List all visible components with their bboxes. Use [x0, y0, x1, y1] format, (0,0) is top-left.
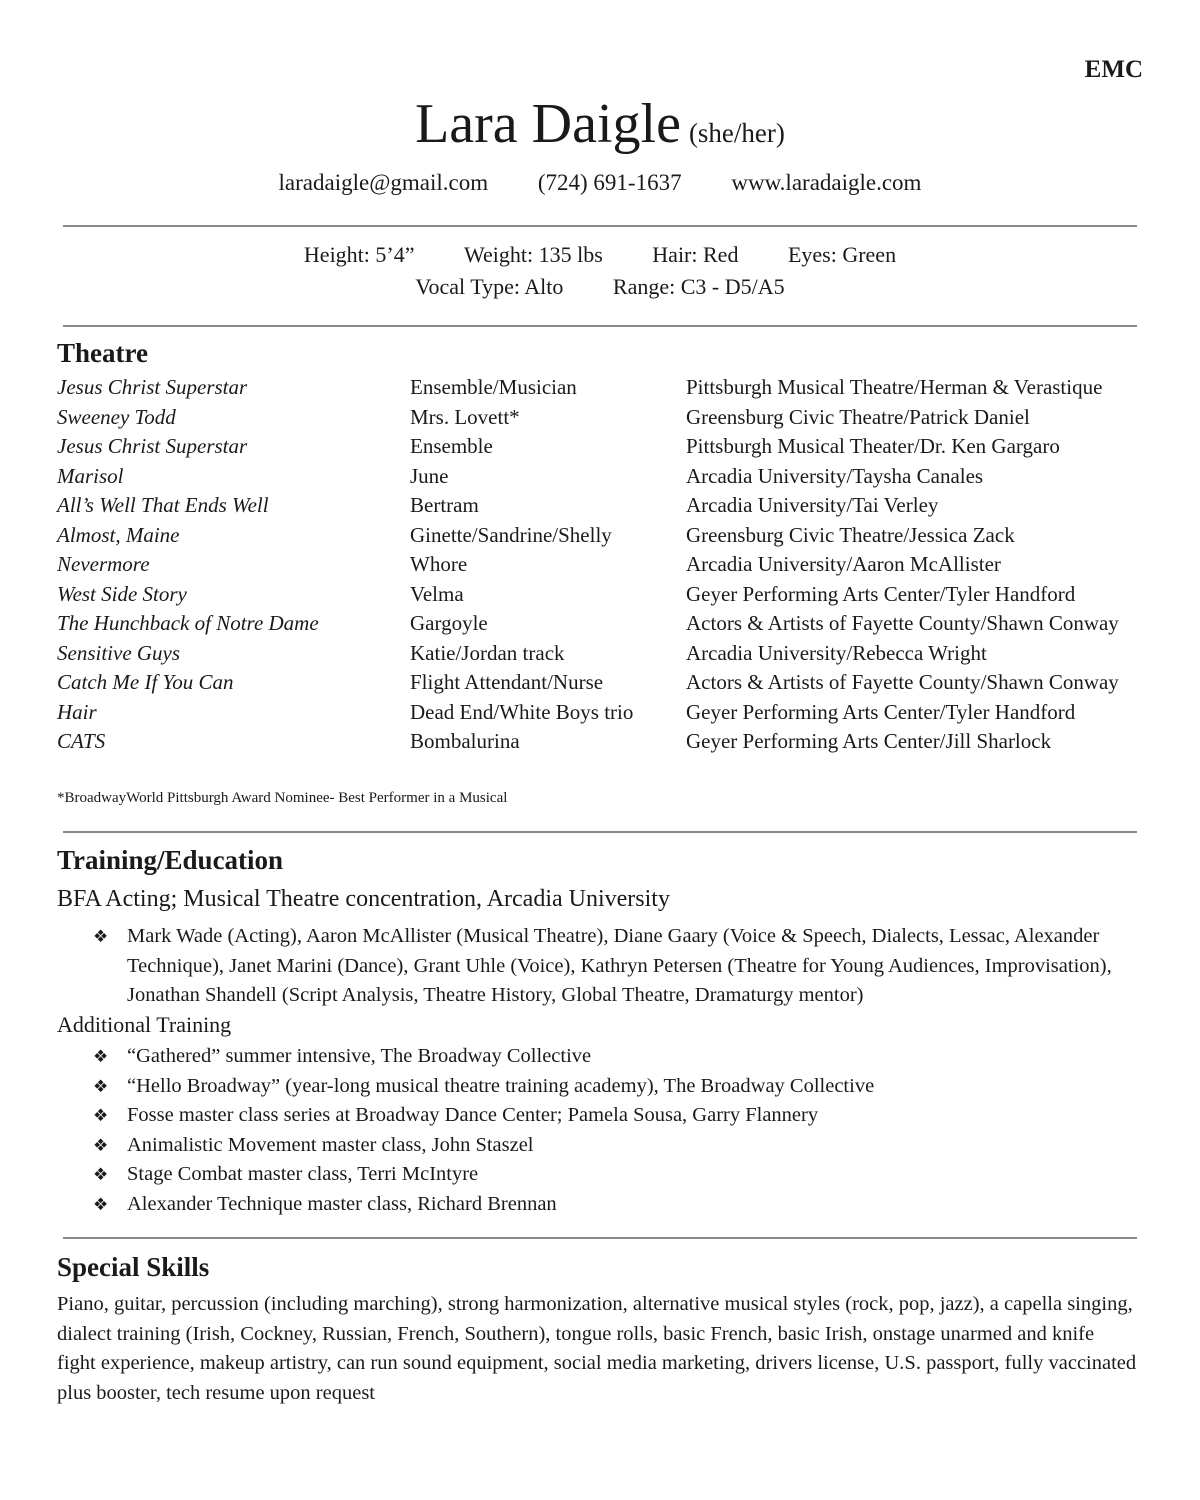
- credit-show: Jesus Christ Superstar: [57, 434, 248, 458]
- credit-company: Actors & Artists of Fayette County/Shawn Conway: [686, 611, 1119, 635]
- credit-row: [57, 464, 1147, 494]
- credit-role: Ensemble: [410, 434, 493, 458]
- website-link[interactable]: www.laradaigle.com: [731, 170, 922, 195]
- credit-show: Hair: [57, 699, 97, 724]
- credit-show: Almost, Maine: [57, 522, 180, 547]
- credit-show: Catch Me If You Can: [57, 670, 234, 694]
- list-item: [93, 1131, 1133, 1161]
- credit-show: Marisol: [57, 463, 124, 488]
- list-item-text: Animalistic Movement master class, John Staszel: [127, 1133, 534, 1156]
- stat-hair: Hair: Red: [652, 242, 739, 267]
- credit-row: [57, 552, 1147, 582]
- divider: [63, 1237, 1137, 1239]
- credit-show: West Side Story: [57, 581, 187, 606]
- credit-row: [57, 493, 1147, 523]
- diamond-bullet-icon: ❖: [93, 1106, 109, 1125]
- credit-company: Arcadia University/Rebecca Wright: [686, 640, 987, 665]
- diamond-bullet-icon: ❖: [93, 927, 109, 946]
- list-item: [93, 1101, 1133, 1131]
- credit-show: All’s Well That Ends Well: [57, 493, 269, 517]
- credit-role: Katie/Jordan track: [410, 640, 565, 665]
- list-item-text: Stage Combat master class, Terri McIntyre: [127, 1163, 479, 1185]
- credit-show: Nevermore: [57, 552, 150, 576]
- credit-company: Geyer Performing Arts Center/Tyler Handford: [686, 699, 1076, 724]
- list-item: [93, 1042, 1133, 1072]
- credit-row: [57, 670, 1147, 700]
- credit-company: Geyer Performing Arts Center/Tyler Handford: [686, 581, 1076, 606]
- credit-role: Bertram: [410, 493, 479, 517]
- stat-weight: Weight: 135 lbs: [464, 242, 603, 267]
- credit-company: Arcadia University/Tai Verley: [686, 493, 939, 517]
- credit-company: Pittsburgh Musical Theatre/Herman & Verastique: [686, 375, 1103, 399]
- credit-row: [57, 611, 1147, 641]
- credit-role: Mrs. Lovett*: [410, 404, 520, 429]
- list-item: [93, 922, 1133, 1011]
- list-item: [93, 1160, 1133, 1190]
- credit-company: Geyer Performing Arts Center/Jill Sharlock: [686, 729, 1052, 753]
- credit-row: [57, 523, 1147, 553]
- credit-company: Greensburg Civic Theatre/Patrick Daniel: [686, 404, 1030, 429]
- diamond-bullet-icon: ❖: [93, 1047, 109, 1066]
- award-footnote: *BroadwayWorld Pittsburgh Award Nominee- Best Performer in a Musical: [57, 790, 508, 806]
- divider: [63, 831, 1137, 833]
- credit-company: Arcadia University/Aaron McAllister: [686, 552, 1001, 576]
- divider: [63, 325, 1137, 327]
- credit-show: The Hunchback of Notre Dame: [57, 611, 319, 635]
- additional-training-label: Additional Training: [57, 1012, 232, 1037]
- credit-show: CATS: [57, 729, 106, 753]
- credit-role: Whore: [410, 552, 468, 576]
- credit-row: [57, 729, 1147, 759]
- skills-heading: Special Skills: [57, 1252, 210, 1282]
- theatre-heading: Theatre: [57, 338, 148, 368]
- credit-row: [57, 700, 1147, 730]
- degree-line: BFA Acting; Musical Theatre concentration, Arcadia University: [57, 886, 670, 912]
- list-item-text: Alexander Technique master class, Richard Brennan: [127, 1192, 557, 1215]
- credit-show: Sensitive Guys: [57, 640, 181, 665]
- email-link[interactable]: laradaigle@gmail.com: [278, 170, 489, 195]
- phone-number[interactable]: (724) 691-1637: [537, 170, 682, 195]
- vocal-stats: [0, 274, 1200, 300]
- performer-name: Lara Daigle: [415, 93, 681, 155]
- credit-show: Jesus Christ Superstar: [57, 375, 248, 399]
- credit-role: Bombalurina: [410, 729, 520, 753]
- degree-instructors: [93, 922, 1133, 1011]
- resume-header: [0, 92, 1200, 156]
- credit-company: Pittsburgh Musical Theater/Dr. Ken Gargaro: [686, 434, 1060, 458]
- list-item-text: “Gathered” summer intensive, The Broadway Collective: [127, 1045, 592, 1067]
- list-item-text: “Hello Broadway” (year-long musical theatre training academy), The Broadway Collective: [127, 1074, 875, 1097]
- pronouns: (she/her): [688, 118, 785, 148]
- list-item: [93, 1190, 1133, 1220]
- diamond-bullet-icon: ❖: [93, 1076, 109, 1096]
- special-skills-text: Piano, guitar, percussion (including marching), strong harmonization, alternative musical styles (rock, pop, jazz), a capella singing, dialect training (Irish, Cockney, Russian, French, Southern), tongue rolls, basic French, basic Irish, onstage unarmed and knife fight experience, makeup artistry, can run sound equipment, social media marketing, drivers license, U.S. passport, fully vaccinated plus booster, tech resume upon request: [57, 1293, 1137, 1404]
- physical-stats: [0, 242, 1200, 268]
- union-status: EMC: [1084, 56, 1143, 83]
- diamond-bullet-icon: ❖: [93, 1194, 109, 1214]
- credit-role: Ginette/Sandrine/Shelly: [410, 522, 612, 547]
- list-item-text: Fosse master class series at Broadway Dance Center; Pamela Sousa, Garry Flannery: [127, 1104, 819, 1126]
- training-heading: Training/Education: [57, 845, 284, 875]
- additional-training-list: [93, 1042, 1133, 1219]
- credit-company: Greensburg Civic Theatre/Jessica Zack: [686, 522, 1015, 547]
- diamond-bullet-icon: ❖: [93, 1165, 109, 1184]
- credit-role: Gargoyle: [410, 611, 488, 635]
- credit-role: Flight Attendant/Nurse: [410, 670, 604, 694]
- credit-row: [57, 405, 1147, 435]
- credit-show: Sweeney Todd: [57, 404, 176, 429]
- stat-height: Height: 5’4”: [303, 242, 415, 267]
- credit-role: Ensemble/Musician: [410, 375, 577, 399]
- credit-row: [57, 375, 1147, 405]
- credit-row: [57, 582, 1147, 612]
- credit-company: Arcadia University/Taysha Canales: [686, 463, 984, 488]
- stat-range: Range: C3 - D5/A5: [612, 274, 785, 299]
- stat-eyes: Eyes: Green: [787, 242, 897, 267]
- credit-role: Dead End/White Boys trio: [410, 699, 634, 724]
- list-item-text: Mark Wade (Acting), Aaron McAllister (Musical Theatre), Diane Gaary (Voice & Speech, Dialects, Lessac, Alexander Technique), Janet Marini (Dance), Grant Uhle (Voice), Kathryn Petersen (Theatre for Young Audiences, Improvisation), Jonathan Shandell (Script Analysis, Theatre History, Global Theatre, Dramaturgy mentor): [127, 925, 1112, 1006]
- divider: [63, 225, 1137, 227]
- credit-company: Actors & Artists of Fayette County/Shawn Conway: [686, 670, 1119, 694]
- credit-row: [57, 641, 1147, 671]
- contact-line: [0, 170, 1200, 196]
- list-item: [93, 1072, 1133, 1102]
- credit-role: June: [410, 463, 449, 488]
- theatre-credits: [57, 375, 1147, 759]
- credit-row: [57, 434, 1147, 464]
- stat-vocal-type: Vocal Type: Alto: [415, 274, 564, 299]
- credit-role: Velma: [410, 581, 464, 606]
- diamond-bullet-icon: ❖: [93, 1135, 109, 1155]
